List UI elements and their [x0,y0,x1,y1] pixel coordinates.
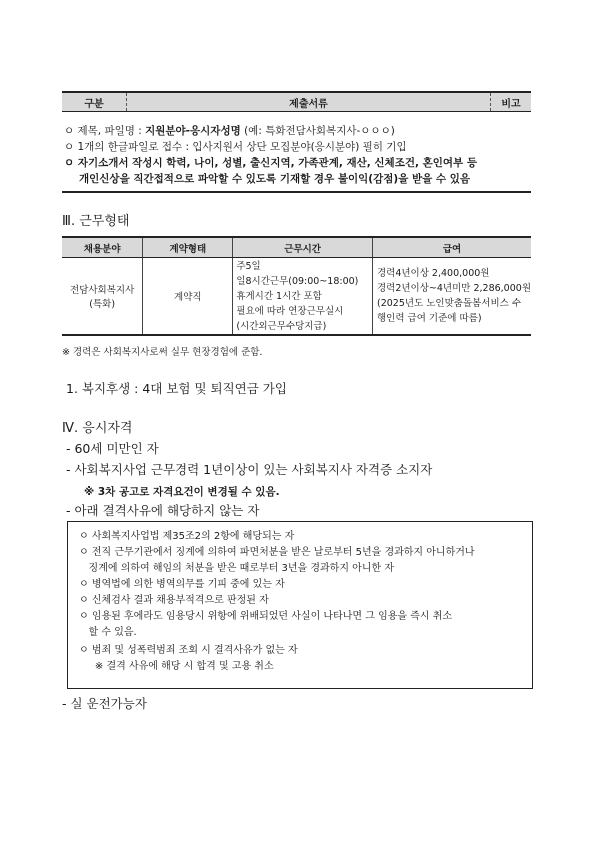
welfare-benefits: 1. 복지후생 : 4대 보험 및 퇴직연금 가입 [66,381,287,396]
th-salary: 급여 [372,237,531,258]
cell-salary: 경력4년이상 2,400,000원 경력2년이상~4년미만 2,286,000원 (2025년도 노인맞춤돌봄서비스 수 행인력 급여 기준에 따름) [372,258,531,336]
disq-item: ㅇ 병역법에 의한 병역의무를 기피 중에 있는 자 [79,579,285,590]
cell-hours: 주5일 일8시간근무(09:00~18:00) 휴게시간 1시간 포함 필요에 따라 연장근무실시 (시간외근무수당지급) [233,258,373,336]
work-conditions-table [62,236,531,336]
qualification-experience: - 사회복지사업 근무경력 1년이상이 있는 사회복지사 자격증 소지자 [66,462,433,477]
disq-item: ㅇ 임용된 후에라도 임용당시 위항에 위배되었던 사실이 나타나면 그 임용을 즉시 취소 [79,611,453,622]
disq-item: ㅇ 전직 근무기관에서 징계에 의하여 파면처분을 받은 날로부터 5년을 경과하지 아니하거나 [79,547,475,558]
filename-format: 지원분야-응시자성명 [145,125,241,137]
self-intro-warning-cont: 개인신상을 직간접적으로 파악할 수 있도록 기재할 경우 불이익(감점)을 받을 수 있음 [79,173,471,185]
disq-item: 징계에 의하여 해임의 처분을 받은 때로부터 3년을 경과하지 아니한 자 [79,563,394,574]
table-bottom-rule [62,191,531,193]
disq-item: ※ 결격 사유에 해당 시 합격 및 고용 취소 [79,661,274,672]
th-contract: 계약형태 [143,237,233,258]
disq-item: ㅇ 범죄 및 성폭력범죄 조회 시 결격사유가 없는 자 [79,645,298,656]
col-category: 구분 [62,92,127,112]
th-hours: 근무시간 [233,237,373,258]
section-4-title: Ⅳ. 응시자격 [62,421,133,436]
th-field: 채용분야 [62,237,143,258]
file-format-rule: ㅇ 1개의 한글파일로 접수 : 입사지원서 상단 모집분야(응시분야) 필히 기입 [64,141,407,153]
cell-field: 전담사회복지사 (특화) [62,258,143,336]
qualification-note: ※ 3차 공고로 자격요건이 변경될 수 있음. [84,486,280,498]
career-note: ※ 경력은 사회복지사로써 실무 현장경험에 준함. [62,347,263,358]
disq-item: ㅇ 사회복지사업법 제35조2의 2항에 해당되는 자 [79,531,295,542]
disq-item: 할 수 있음. [79,627,137,638]
section-3-title: Ⅲ. 근무형태 [62,214,130,229]
col-documents: 제출서류 [127,92,491,112]
qualification-age: - 60세 미만인 자 [66,441,159,456]
submission-table-header [62,91,531,112]
qualification-driver: - 실 운전가능자 [62,696,147,711]
self-intro-warning: ㅇ 자기소개서 작성시 학력, 나이, 성별, 출신지역, 가족관계, 재산, 신체조건, 혼인여부 등 [64,157,477,169]
cell-contract: 계약직 [143,258,233,336]
filename-rule: ㅇ 제목, 파일명 : 지원분야-응시자성명 (예: 특화전담사회복지사-ㅇㅇㅇ) [64,125,395,137]
col-remarks: 비고 [491,92,532,112]
qualification-no-disqualification: - 아래 결격사유에 해당하지 않는 자 [66,503,260,518]
disq-item: ㅇ 신체검사 결과 채용부적격으로 판정된 자 [79,595,269,606]
